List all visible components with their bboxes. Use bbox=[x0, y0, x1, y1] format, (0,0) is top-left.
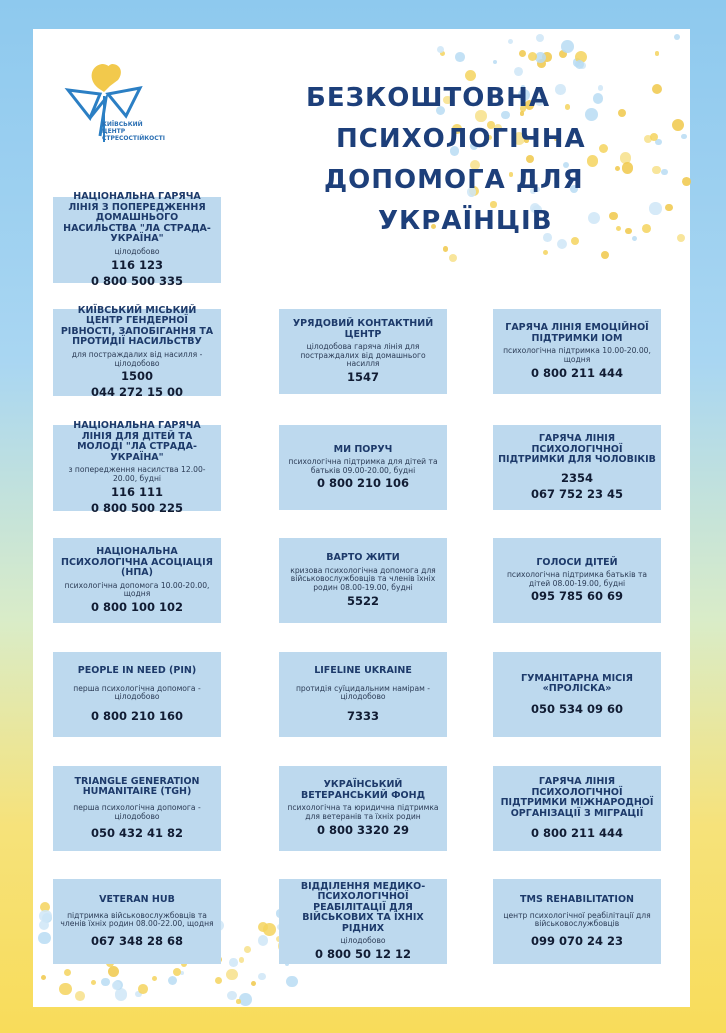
card-desc: для постраждалих від насилля - цілодобово bbox=[71, 349, 203, 368]
card-phone[interactable]: 0 800 210 106 bbox=[316, 476, 410, 491]
card-phone[interactable]: 067 348 28 68 bbox=[90, 933, 184, 948]
confetti-dot bbox=[236, 999, 240, 1003]
confetti-dot bbox=[244, 946, 251, 953]
title-line: ПСИХОЛОГІЧНА bbox=[336, 124, 586, 154]
card-phone[interactable]: 1547 bbox=[346, 369, 379, 384]
confetti-dot bbox=[561, 40, 574, 53]
hotline-card bbox=[53, 538, 221, 623]
card-phone[interactable]: 0 800 210 160 bbox=[90, 708, 184, 723]
logo-text: КИЇВСЬКИЙ ЦЕНТР СТРЕСОСТІЙКОСТІ bbox=[102, 121, 165, 142]
confetti-dot bbox=[138, 984, 148, 994]
card-name: НАЦІОНАЛЬНА ГАРЯЧА ЛІНІЯ ДЛЯ ДІТЕЙ ТА МОЛОДІ "ЛА СТРАДА-УКРАЇНА" bbox=[73, 420, 201, 463]
confetti-dot bbox=[239, 993, 252, 1006]
card-phone[interactable]: 116 123 bbox=[110, 257, 163, 272]
confetti-dot bbox=[642, 224, 651, 233]
card-name: TMS REHABILITATION bbox=[520, 894, 634, 906]
confetti-dot bbox=[229, 958, 238, 967]
card-desc: кризова психологічна допомога для військовослужбовців та членів їхніх родин 08.00-19.00, будні bbox=[290, 565, 436, 593]
card-phone[interactable]: 7333 bbox=[346, 708, 379, 723]
confetti-dot bbox=[286, 976, 297, 987]
confetti-dot bbox=[239, 957, 245, 963]
confetti-dot bbox=[251, 981, 256, 986]
card-name: НАЦІОНАЛЬНА ПСИХОЛОГІЧНА АСОЦІАЦІЯ (НПА) bbox=[61, 546, 213, 579]
card-name: ГАРЯЧА ЛІНІЯ ПСИХОЛОГІЧНОЇ ПІДТРИМКИ ДЛЯ ЧОЛОВІКІВ bbox=[498, 433, 656, 466]
card-desc: психологічна та юридична підтримка для ветеранів та їхніх родин bbox=[287, 803, 439, 821]
confetti-dot bbox=[655, 51, 660, 56]
confetti-dot bbox=[493, 60, 497, 64]
confetti-dot bbox=[455, 52, 465, 62]
title-line: БЕЗКОШТОВНА bbox=[306, 83, 551, 113]
confetti-dot bbox=[622, 162, 634, 174]
confetti-dot bbox=[449, 254, 457, 262]
confetti-dot bbox=[652, 166, 660, 174]
card-name: КИЇВСЬКИЙ МІСЬКИЙ ЦЕНТР ГЕНДЕРНОЇ РІВНОСТІ, ЗАПОБІГАННЯ ТА ПРОТИДІЇ НАСИЛЬСТВУ bbox=[60, 304, 214, 348]
card-desc: психологічна підтримка для дітей та батьків 09.00-20.00, будні bbox=[288, 457, 438, 475]
card-phone[interactable]: 0 800 211 444 bbox=[530, 826, 624, 840]
card-desc: цілодобово bbox=[114, 246, 160, 256]
confetti-dot bbox=[681, 134, 687, 140]
card-desc: психологічна підтримка 10.00-20.00, щодня bbox=[503, 346, 651, 364]
card-name: ГАРЯЧА ЛІНІЯ ПСИХОЛОГІЧНОЇ ПІДТРИМКИ МІЖНАРОДНОЇ ОРГАНІЗАЦІЇ З МІГРАЦІЇ bbox=[500, 776, 654, 819]
card-desc: центр психологічної реабілітації для військовослужбовців bbox=[503, 910, 651, 929]
card-desc: з попередження насилства 12.00-20.00, будні bbox=[68, 465, 206, 483]
confetti-dot bbox=[258, 973, 266, 981]
confetti-dot bbox=[152, 976, 157, 981]
hotline-card bbox=[53, 652, 221, 737]
card-desc: протидія суїцидальним намірам - цілодобово bbox=[295, 683, 431, 702]
card-phone[interactable]: 116 111 bbox=[110, 484, 163, 499]
hotline-card bbox=[279, 879, 447, 964]
confetti-dot bbox=[38, 932, 51, 945]
card-phone[interactable]: 099 070 24 23 bbox=[530, 933, 624, 948]
confetti-dot bbox=[437, 46, 444, 53]
hotline-card bbox=[53, 420, 221, 515]
hotline-card bbox=[279, 766, 447, 851]
card-phone[interactable]: 5522 bbox=[346, 593, 379, 608]
confetti-dot bbox=[227, 991, 236, 1000]
confetti-dot bbox=[75, 991, 85, 1001]
card-phone[interactable]: 0 800 3320 29 bbox=[316, 822, 410, 837]
hotline-card bbox=[53, 766, 221, 851]
card-phone[interactable]: 0 800 100 102 bbox=[90, 599, 184, 614]
card-name: НАЦІОНАЛЬНА ГАРЯЧА ЛІНІЯ З ПОПЕРЕДЖЕННЯ ДОМАШНЬОГО НАСИЛЬСТВА "ЛА СТРАДА-УКРАЇНА" bbox=[63, 191, 211, 245]
hotline-card bbox=[493, 652, 661, 737]
card-desc: підтримка військовослужбовців та членів їхніх родин 08.00-22.00, щодня bbox=[60, 910, 214, 929]
confetti-dot bbox=[59, 983, 72, 996]
card-name: TRIANGLE GENERATION HUMANITAIRE (TGH) bbox=[74, 775, 200, 798]
confetti-dot bbox=[173, 968, 181, 976]
hotline-card bbox=[279, 652, 447, 737]
confetti-dot bbox=[443, 246, 449, 252]
confetti-dot bbox=[665, 204, 672, 211]
confetti-dot bbox=[682, 177, 691, 186]
confetti-dot bbox=[652, 84, 662, 94]
card-phone[interactable]: 050 534 09 60 bbox=[530, 701, 624, 716]
card-phone[interactable]: 0 800 211 444 bbox=[530, 365, 624, 380]
card-name: ГОЛОСИ ДІТЕЙ bbox=[536, 556, 618, 568]
card-phone[interactable]: 1500 bbox=[120, 369, 153, 384]
confetti-dot bbox=[115, 988, 128, 1001]
confetti-dot bbox=[101, 978, 109, 986]
confetti-dot bbox=[649, 202, 661, 214]
hotline-card bbox=[493, 538, 661, 623]
card-desc: перша психологічна допомога - цілодобово bbox=[73, 802, 201, 821]
card-phone[interactable]: 044 272 15 00 bbox=[90, 385, 184, 400]
confetti-dot bbox=[601, 251, 609, 259]
card-desc: перша психологічна допомога - цілодобово bbox=[73, 683, 201, 702]
card-name: ВІДДІЛЕННЯ МЕДИКО-ПСИХОЛОГІЧНОЇ РЕАБІЛІТАЦІЇ ДЛЯ ВІЙСЬКОВИХ ТА ЇХНІХ РІДНИХ bbox=[300, 880, 426, 934]
hotline-card bbox=[53, 879, 221, 964]
hotline-card bbox=[279, 309, 447, 394]
card-phone[interactable]: 0 800 50 12 12 bbox=[314, 947, 412, 962]
card-phone[interactable]: 095 785 60 69 bbox=[530, 589, 624, 604]
confetti-dot bbox=[677, 234, 685, 242]
card-name: МИ ПОРУЧ bbox=[333, 443, 393, 455]
card-name: УКРАЇНСЬКИЙ ВЕТЕРАНСЬКИЙ ФОНД bbox=[300, 779, 426, 801]
confetti-dot bbox=[650, 133, 658, 141]
card-desc: цілодобово bbox=[340, 936, 386, 946]
hotline-card bbox=[493, 766, 661, 851]
page-title bbox=[300, 78, 620, 242]
card-phone[interactable]: 067 752 23 45 bbox=[530, 486, 624, 501]
hotline-card bbox=[279, 425, 447, 510]
card-name: PEOPLE IN NEED (PIN) bbox=[77, 665, 197, 677]
card-desc: цілодобова гаряча лінія для постраждалих від домашнього насилля bbox=[300, 342, 426, 369]
card-desc: психологічна допомога 10.00-20.00, щодня bbox=[64, 580, 210, 599]
hotline-card bbox=[279, 538, 447, 623]
title-line: УКРАЇНЦІВ bbox=[378, 206, 553, 236]
card-desc: психологічна підтримка батьків та дітей 08.00-19.00, будні bbox=[506, 570, 648, 588]
card-name: ГАРЯЧА ЛІНІЯ ЕМОЦІЙНОЇ ПІДТРИМКИ ІОМ bbox=[505, 322, 649, 344]
hotline-card bbox=[493, 309, 661, 394]
card-name: LIFELINE UKRAINE bbox=[314, 665, 412, 677]
card-name: УРЯДОВИЙ КОНТАКТНИЙ ЦЕНТР bbox=[292, 318, 434, 340]
hotline-card bbox=[493, 879, 661, 964]
card-name: ВАРТО ЖИТИ bbox=[326, 552, 400, 564]
card-phone[interactable]: 2354 bbox=[560, 470, 593, 485]
confetti-dot bbox=[258, 935, 268, 945]
title-line: ДОПОМОГА ДЛЯ bbox=[324, 165, 584, 195]
confetti-dot bbox=[672, 119, 684, 131]
hotline-card bbox=[53, 304, 221, 400]
card-phone[interactable]: 050 432 41 82 bbox=[90, 826, 184, 841]
confetti-dot bbox=[258, 922, 268, 932]
confetti-dot bbox=[625, 228, 631, 234]
card-name: VETERAN HUB bbox=[99, 894, 175, 906]
card-name: ГУМАНІТАРНА МІСІЯ «ПРОЛІСКА» bbox=[521, 672, 633, 694]
hotline-card bbox=[493, 425, 661, 510]
confetti-dot bbox=[226, 969, 238, 981]
confetti-dot bbox=[575, 60, 584, 69]
hotline-card bbox=[53, 191, 221, 288]
card-phone[interactable]: 0 800 500 225 bbox=[90, 500, 184, 515]
card-phone[interactable]: 0 800 500 335 bbox=[90, 273, 184, 288]
